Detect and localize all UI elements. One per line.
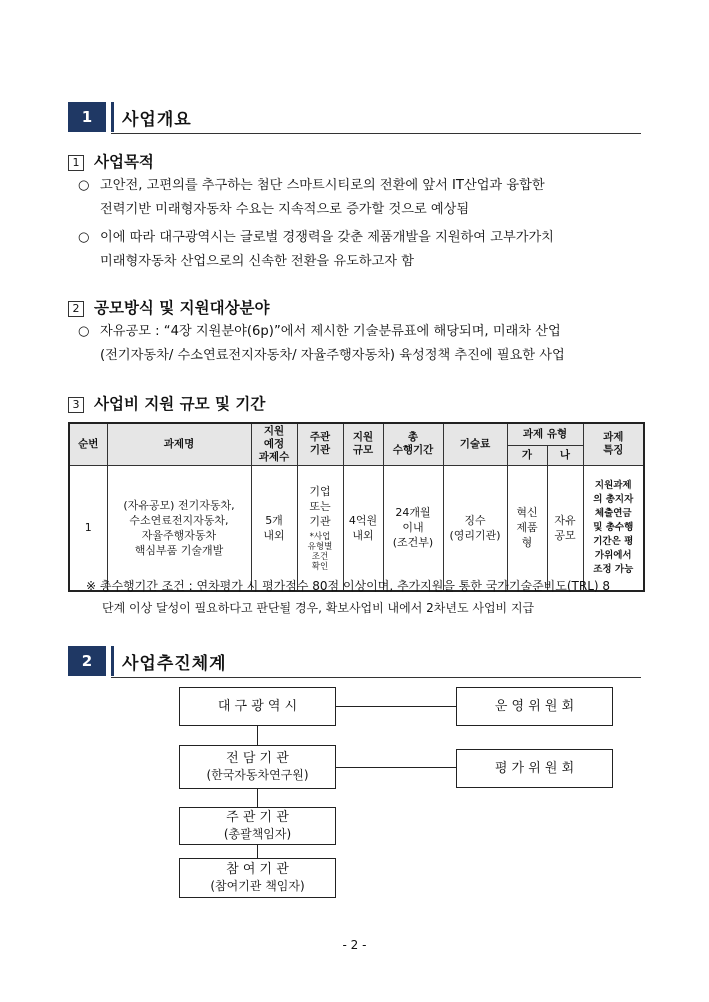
page-number: - 2 - [342,938,367,952]
header-no: 순번 [69,423,107,465]
header-type-b: 나 [547,445,583,465]
section-number: 2 [68,646,106,676]
footnote-line: ※ 총수행기간 조건 : 연차평가 시 평가점수 80점 이상이며, 추가지원을 통한 국가기술준비도(TRL) 8 [86,579,611,593]
header-line: 총 [407,431,419,444]
section-bar [111,102,114,132]
cell-line: 체출연금 [594,507,632,519]
org-sublabel: (총괄책임자) [223,827,292,841]
cell-line: 수소연료전지자동차, [129,513,229,527]
org-label: 운 영 위 원 회 [494,698,575,714]
org-label: 평 가 위 원 회 [494,760,575,776]
section-rule [111,677,641,678]
subheading-text: 사업비 지원 규모 및 기간 [94,395,266,413]
cell-line: 조건 [311,551,329,562]
subheading-text: 공모방식 및 지원대상분야 [94,299,270,317]
section-rule [111,133,641,134]
purpose-item-2 [78,226,643,274]
bullet: ○ [78,230,90,245]
header-period [383,423,443,465]
cell-line: 지원과제 [594,479,632,491]
section-1-header [68,100,641,134]
header-line: 예정 [263,437,285,450]
org-label: 참 여 기 관 [226,862,289,877]
header-scale [343,423,383,465]
cell-line: 의 총지자 [593,493,634,505]
cell-period [383,465,443,591]
cell-line: 핵심부품 기술개발 [134,543,224,557]
cell-line: 형 [521,536,533,550]
section-number: 1 [68,102,106,132]
cell-line: *사업 [309,531,331,542]
cell-line: 자유 [554,513,576,527]
cell-line: (자유공모) 전기자동차, [123,498,235,512]
cell-line: 또는 [309,499,331,513]
cell-count [251,465,297,591]
header-type: 과제 유형 [507,423,583,445]
cell-fee [443,465,507,591]
table-row [69,465,644,591]
bullet: ○ [78,178,90,193]
footnote-line: 단계 이상 달성이 필요하다고 판단될 경우, 확보사업비 내에서 2차년도 사업비 지급 [102,601,535,615]
header-fee: 기술료 [443,423,507,465]
org-operating-committee [456,687,613,726]
cell-line: 징수 [464,513,486,527]
header-count [251,423,297,465]
org-label: 전 담 기 관 [226,751,289,766]
cell-host [297,465,343,591]
header-line: 과제수 [258,450,290,463]
cell-no: 1 [69,465,107,591]
cell-line: 24개월 [395,506,431,520]
method-item-1 [78,320,643,368]
cell-scale [343,465,383,591]
box-number: 1 [68,155,84,171]
section-2-header [68,644,641,678]
section-title: 사업개요 [122,110,192,130]
org-dedicated-agency [179,745,336,789]
connector [335,706,456,707]
footnote [86,575,646,619]
cell-line: (조건부) [392,536,434,550]
cell-line: 조정 가능 [593,563,634,575]
org-label: 주 관 기 관 [226,810,289,825]
cell-line: 기관 [309,514,331,528]
header-line: 특징 [603,444,624,457]
cell-line: 내외 [263,528,285,542]
cell-line: 4억원 [348,513,378,527]
org-evaluation-committee [456,749,613,788]
header-name: 과제명 [107,423,251,465]
cell-host-note [298,532,343,572]
line: 자유공모 : “4장 지원분야(6p)”에서 제시한 기술분류표에 해당되며, 미래차 산업 [100,324,561,339]
cell-feature [583,465,644,591]
cell-line: 내외 [352,528,374,542]
subheading-budget [68,392,265,414]
cell-line: 이내 [402,521,424,535]
header-line: 규모 [352,444,374,457]
subheading-text: 사업목적 [94,153,154,171]
header-line: 지원 [263,424,285,437]
line: 미래형자동차 산업으로의 신속한 전환을 유도하고자 함 [100,254,414,269]
connector [257,725,258,745]
header-feature [583,423,644,465]
header-host [297,423,343,465]
header-line: 주관 [309,431,331,444]
cell-name [107,465,251,591]
cell-line: (영리기관) [449,528,501,542]
cell-line: 유형별 [307,541,333,552]
box-number: 3 [68,397,84,413]
connector [335,767,456,768]
org-sublabel: (참여기관 책임자) [210,879,305,893]
cell-line: 자율주행자동차 [141,528,217,542]
connector [257,788,258,807]
line: 전력기반 미래형자동차 수요는 지속적으로 증가할 것으로 예상됨 [100,202,470,217]
budget-table [68,422,645,592]
section-title: 사업추진체계 [122,654,227,674]
connector [257,843,258,858]
org-host-agency [179,807,336,845]
org-label: 대 구 광 역 시 [217,698,298,714]
org-participant-agency [179,858,336,898]
cell-line: 확인 [311,561,329,572]
line: 고안전, 고편의를 추구하는 첨단 스마트시티로의 전환에 앞서 IT산업과 융합한 [100,178,545,193]
header-line: 지원 [352,431,374,444]
subheading-purpose [68,150,154,172]
cell-type-b [547,465,583,591]
cell-type-a [507,465,547,591]
cell-line: 기업 [309,484,331,498]
subheading-method [68,296,270,318]
org-sublabel: (한국자동차연구원) [206,768,309,782]
line: 이에 따라 대구광역시는 글로벌 경쟁력을 갖춘 제품개발을 지원하여 고부가가치 [100,230,554,245]
header-line: 기관 [309,444,331,457]
cell-line: 제품 [516,521,538,535]
header-line: 수행기간 [392,444,434,457]
purpose-item-1 [78,174,643,222]
cell-line: 혁신 [516,506,538,520]
cell-line: 공모 [554,528,576,542]
header-type-a: 가 [507,445,547,465]
cell-line: 및 총수행 [593,521,634,533]
section-bar [111,646,114,676]
header-line: 과제 [603,431,624,444]
cell-line: 기간은 평 [593,535,634,547]
org-daegu [179,687,336,726]
cell-line: 가위에서 [594,549,632,561]
box-number: 2 [68,301,84,317]
line: (전기자동차/ 수소연료전지자동차/ 자율주행자동차) 육성정책 추진에 필요한 사업 [100,348,565,363]
cell-line: 5개 [265,513,283,527]
bullet: ○ [78,324,90,339]
